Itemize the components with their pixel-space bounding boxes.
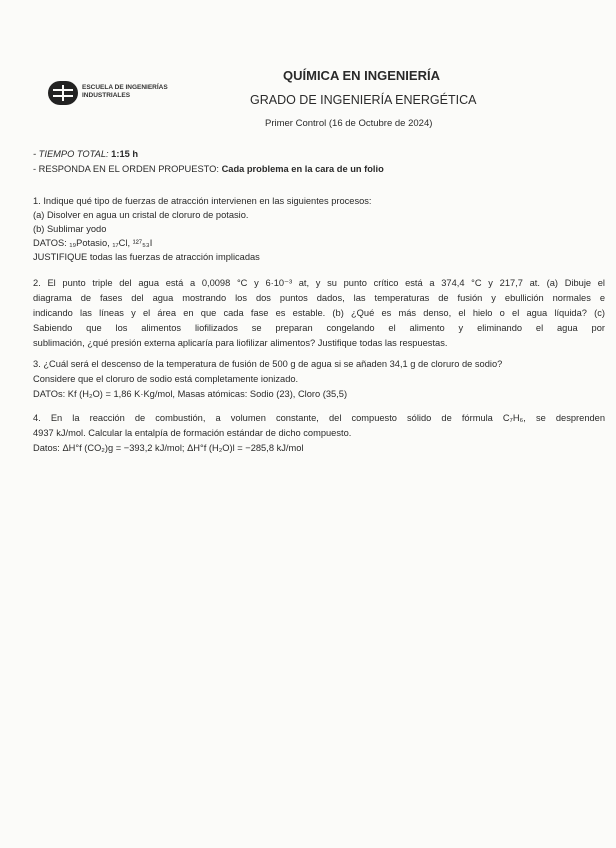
problem-line: (a) Disolver en agua un cristal de cloruro de potasio. [33, 210, 249, 220]
problem-line: JUSTIFIQUE todas las fuerzas de atracción implicadas [33, 252, 260, 262]
order-label: - RESPONDA EN EL ORDEN PROPUESTO: [33, 164, 222, 174]
time-label: - TIEMPO TOTAL: [33, 149, 109, 159]
exam-title: Primer Control (16 de Octubre de 2024) [265, 118, 433, 129]
school-line-2: INDUSTRIALES [82, 91, 131, 99]
order-instruction [33, 164, 384, 174]
problem-line: sublimación, ¿qué presión externa aplicaría para liofilizar alimentos? Justifique todas las respuestas. [33, 338, 448, 348]
problem-line: diagrama de fases del agua mostrando los dos puntos dados, las temperaturas de fusión y ebullición normales e [33, 293, 605, 303]
problem-line: 2. El punto triple del agua está a 0,0098 °C y 6·10⁻³ at, y su punto crítico está a 374,4 °C y 217,7 at. (a) Dibuje el [33, 278, 605, 288]
school-name [82, 84, 168, 99]
problem-line: Considere que el cloruro de sodio está completamente ionizado. [33, 374, 299, 384]
course-title: QUÍMICA EN INGENIERÍA [283, 68, 440, 83]
order-value: Cada problema en la cara de un folio [221, 164, 384, 174]
problem-line: Sabiendo que los alimentos liofilizados se preparan congelando el alimento y eliminando el agua por [33, 323, 605, 333]
school-logo [48, 81, 78, 105]
time-value: 1:15 h [108, 149, 139, 159]
problem-line: Datos: ΔH°f (CO₂)g = −393,2 kJ/mol; ΔH°f (H₂O)l = −285,8 kJ/mol [33, 443, 304, 453]
problem-line: 3. ¿Cuál será el descenso de la temperatura de fusión de 500 g de agua si se añaden 34,1 g de cloruro de sodio? [33, 359, 503, 369]
problem-line: DATOS: ₁₉Potasio, ₁₇Cl, ¹²⁷₅₃I [33, 238, 153, 248]
time-instruction [33, 149, 138, 159]
school-line-1: ESCUELA DE INGENIERÍAS [82, 84, 168, 91]
problem-line: 4937 kJ/mol. Calcular la entalpía de formación estándar de dicho compuesto. [33, 428, 352, 438]
problem-line: 1. Indique qué tipo de fuerzas de atracción intervienen en las siguientes procesos: [33, 196, 372, 206]
problem-line: DATOs: Kf (H₂O) = 1,86 K·Kg/mol, Masas atómicas: Sodio (23), Cloro (35,5) [33, 389, 348, 399]
problem-line: (b) Sublimar yodo [33, 224, 107, 234]
degree-title: GRADO DE INGENIERÍA ENERGÉTICA [250, 93, 477, 107]
problem-line: indicando las líneas y el área en que cada fase es estable. (b) ¿Qué es más denso, el hielo o el agua líquida? (c) [33, 308, 605, 318]
problem-line: 4. En la reacción de combustión, a volumen constante, del compuesto sólido de fórmula C₇H₆, se desprenden [33, 413, 605, 423]
